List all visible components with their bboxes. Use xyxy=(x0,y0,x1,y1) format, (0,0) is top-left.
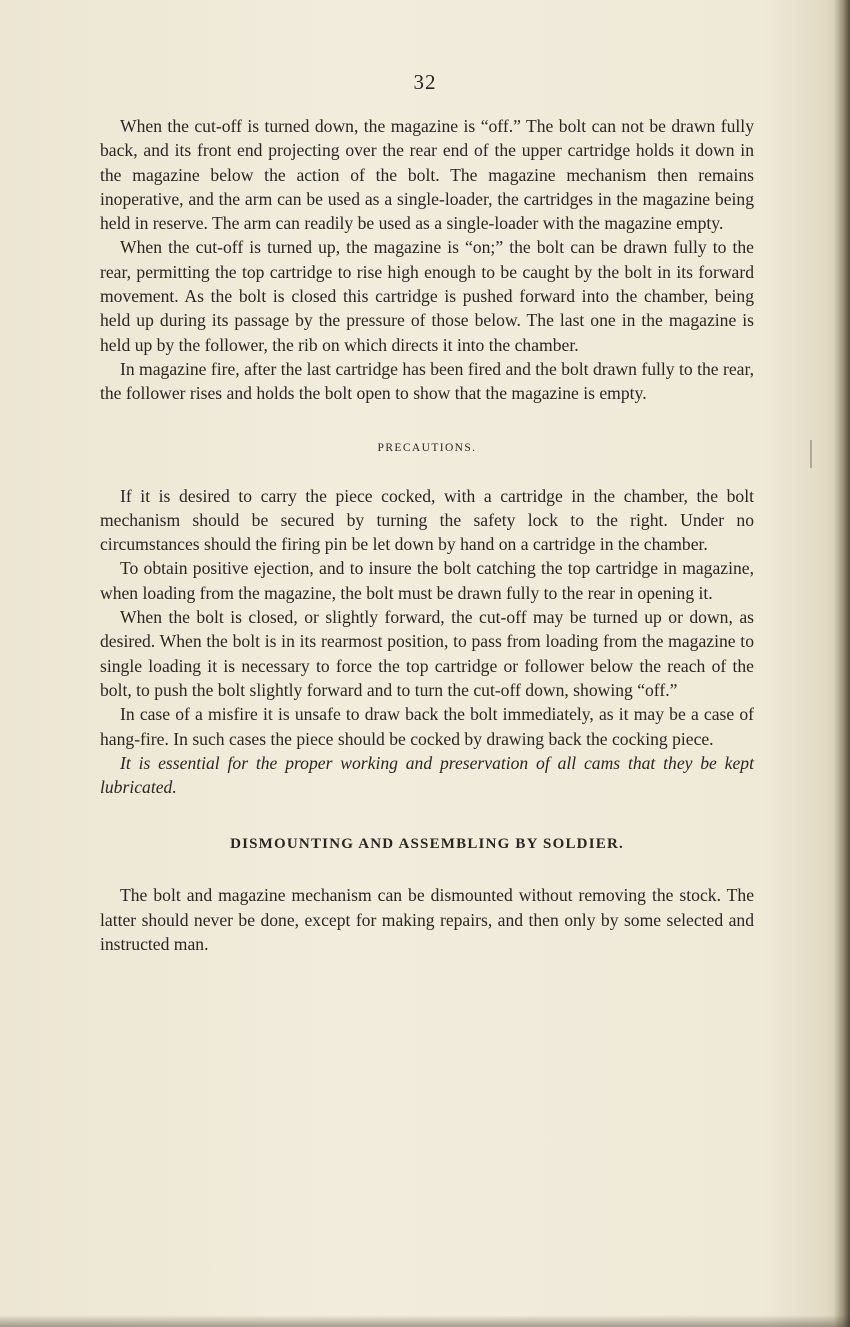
paragraph: When the bolt is closed, or slightly forward, the cut-off may be turned up or down, as desired. When the bolt is in its rearmost position, to pass from loading from the magazine to single loading it is necessary to force the top cartridge or follower below the reach of the bolt, to push the bolt slightly forward and to turn the cut-off down, showing “off.” xyxy=(100,607,754,700)
paragraph: When the cut-off is turned up, the magazine is “on;” the bolt can be drawn fully to the rear, permitting the top cartridge to rise high enough to be caught by the bolt in its forward movement. As the bolt is closed this cartridge is pushed forward into the chamber, being held up during its passage by the pressure of those below. The last one in the magazine is held up by the follower, the rib on which directs it into the chamber. xyxy=(100,237,754,355)
paragraph: In magazine fire, after the last cartridge has been fired and the bolt drawn fully to the rear, the follower rises and holds the bolt open to show that the magazine is empty. xyxy=(100,358,754,404)
section-heading-dismounting: DISMOUNTING AND ASSEMBLING BY SOLDIER. xyxy=(230,836,624,853)
paragraph: If it is desired to carry the piece cocked, with a cartridge in the chamber, the bolt mechanism should be secured by turning the safety lock to the right. Under no circumstances should the firing pin be let down by hand on a cartridge in the chamber. xyxy=(100,485,754,555)
italic-note: It is essential for the proper working and preservation of all cams that they be kept lubricated. xyxy=(100,752,754,798)
paper-mark xyxy=(810,440,812,468)
page-number: 32 xyxy=(413,70,437,94)
page-body xyxy=(100,114,754,956)
paragraph: When the cut-off is turned down, the magazine is “off.” The bolt can not be drawn fully back, and its front end projecting over the rear end of the upper cartridge holds it down in the magazine below the action of the bolt. The magazine mechanism then remains inoperative, and the arm can be used as a single-loader, the cartridges in the magazine being held in reserve. The arm can readily be used as a single-loader with the magazine empty. xyxy=(100,116,754,234)
page-edge-shadow xyxy=(834,0,850,1327)
page-bottom-shadow xyxy=(0,1315,850,1327)
paragraph: In case of a misfire it is unsafe to draw back the bolt immediately, as it may be a case of hang-fire. In such cases the piece should be cocked by drawing back the cocking piece. xyxy=(100,704,754,749)
section-heading-precautions: PRECAUTIONS. xyxy=(377,441,477,454)
paragraph: The bolt and magazine mechanism can be dismounted without removing the stock. The latter should never be done, except for making repairs, and then only by some selected and instructed man. xyxy=(100,885,754,955)
paragraph: To obtain positive ejection, and to insure the bolt catching the top cartridge in magazine, when loading from the magazine, the bolt must be drawn fully to the rear in opening it. xyxy=(100,558,754,603)
